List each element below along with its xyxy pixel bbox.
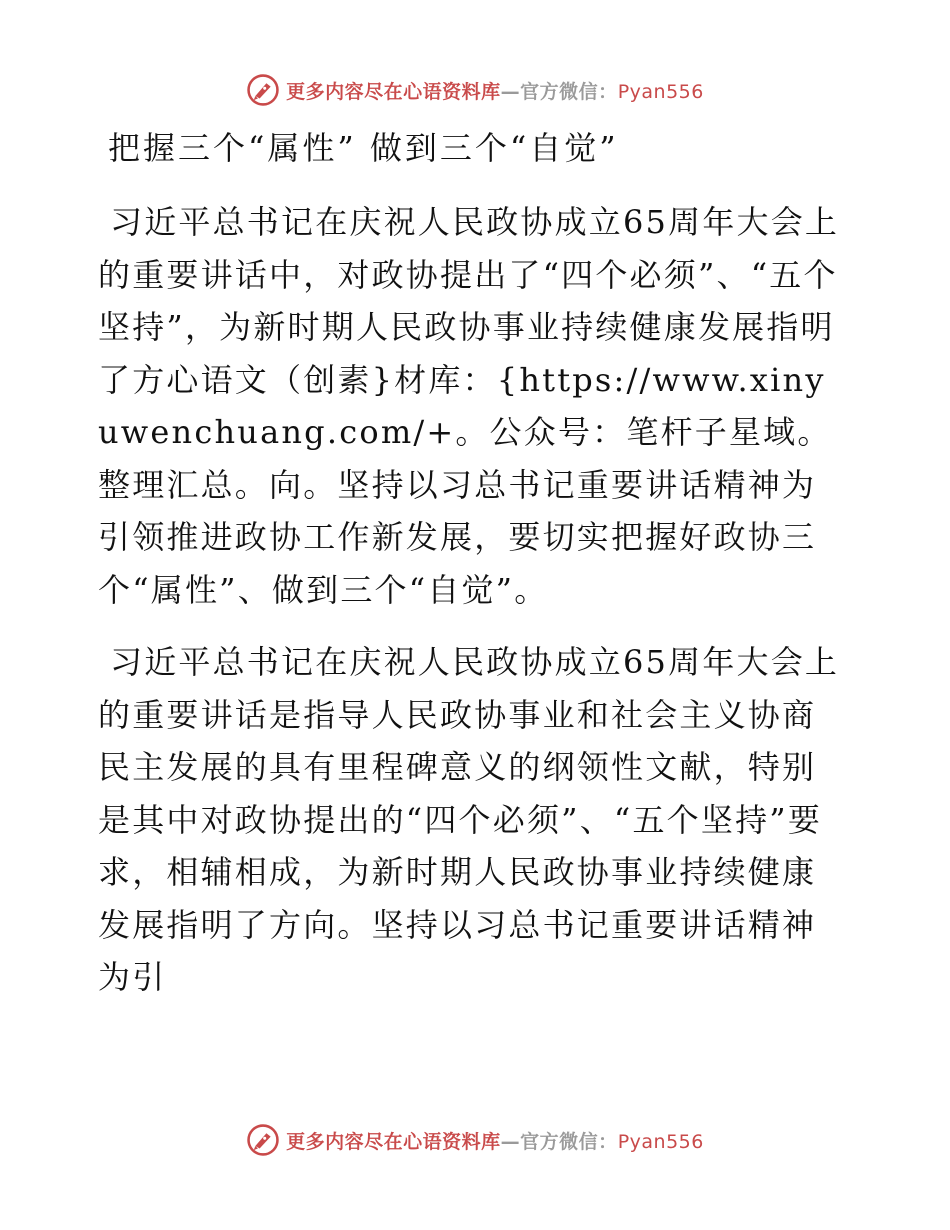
banner-main-text: 更多内容尽在心语资料库 (286, 80, 501, 103)
paragraph-1: 习近平总书记在庆祝人民政协成立65周年大会上的重要讲话中，对政协提出了“四个必须”、“五个坚持”，为新时期人民政协事业持续健康发展指明了方心语文（创素}材库：{https://www.xinyuwenchuang.com/+。公众号：笔杆子星域。整理汇总。向。坚持以习总书记重要讲话精神为引领推进政协工作新发展，要切实把握好政协三个“属性”、做到三个“自觉”。 (98, 203, 840, 609)
document-body (98, 196, 848, 1024)
banner-main-text: 更多内容尽在心语资料库 (286, 1130, 501, 1153)
banner-official-label: 官方微信： (520, 1130, 618, 1153)
pen-nib-logo-icon (246, 73, 280, 107)
paragraph-2: 习近平总书记在庆祝人民政协成立65周年大会上的重要讲话是指导人民政协事业和社会主义协商民主发展的具有里程碑意义的纲领性文献，特别是其中对政协提出的“四个必须”、“五个坚持”要求，相辅相成，为新时期人民政协事业持续健康发展指明了方向。坚持以习总书记重要讲话精神为引 (98, 643, 840, 996)
banner-text (286, 1127, 704, 1154)
banner-handle: Pyan556 (617, 1130, 704, 1153)
banner-dash: — (500, 80, 521, 103)
header-banner (0, 70, 950, 110)
page-title: 把握三个“属性” 做到三个“自觉” (108, 129, 619, 167)
banner-handle: Pyan556 (617, 80, 704, 103)
banner-dash: — (500, 1130, 521, 1153)
footer-banner (0, 1120, 950, 1160)
banner-official-label: 官方微信： (520, 80, 618, 103)
pen-nib-logo-icon (246, 1123, 280, 1157)
banner-text (286, 77, 704, 104)
